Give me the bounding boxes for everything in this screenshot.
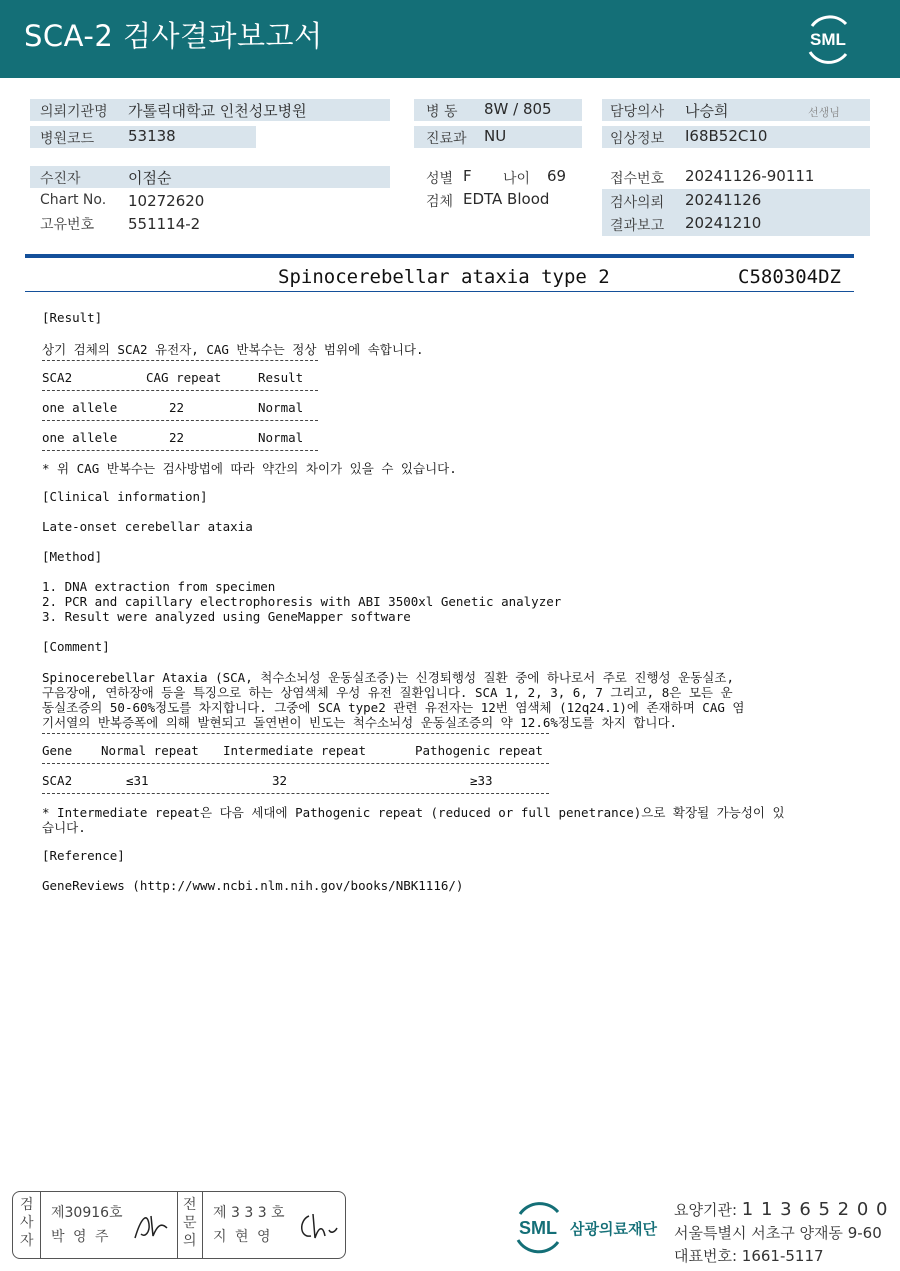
table-row: ≤31 xyxy=(126,773,149,788)
footer-phone: 대표번호: 1661-5117 xyxy=(674,1247,824,1265)
footer-org-name: 삼광의료재단 xyxy=(570,1220,657,1238)
specimen-label: 검체 xyxy=(426,194,454,210)
test-code: C580304DZ xyxy=(738,266,841,288)
table-row: one allele xyxy=(42,400,118,415)
examiner-license: 제30916호 xyxy=(51,1205,123,1221)
specialist-name: 지 현 영 xyxy=(213,1229,273,1245)
receipt-label: 접수번호 xyxy=(610,171,665,187)
sml-logo-icon xyxy=(802,12,854,64)
table-row: 22 xyxy=(169,400,185,415)
clinical-label: 임상정보 xyxy=(610,131,665,147)
chart-label: Chart No. xyxy=(40,192,107,208)
comment-line: 동실조증의 50-60%정도를 차지합니다. 그중에 SCA type2 관련 유전자는 12번 염색체 (12q24.1)에 존재하며 CAG 염 xyxy=(42,700,745,715)
result-note: * 위 CAG 반복수는 검사방법에 따라 약간의 차이가 있을 수 있습니다. xyxy=(42,461,457,476)
svg-text:SML: SML xyxy=(810,30,846,49)
examiner-name: 박 영 주 xyxy=(51,1229,111,1245)
report-header xyxy=(0,0,900,78)
clinical-heading: [Clinical information] xyxy=(42,489,208,504)
reference-heading: [Reference] xyxy=(42,848,125,863)
table-row: one allele xyxy=(42,430,118,445)
result-header-result: Result xyxy=(258,370,304,385)
ward-value: 8W / 805 xyxy=(484,100,552,118)
comment-heading: [Comment] xyxy=(42,639,110,654)
result-header-cag: CAG repeat xyxy=(146,370,222,385)
hospital-code-label: 병원코드 xyxy=(40,131,95,147)
receipt-value: 20241126-90111 xyxy=(685,167,815,185)
table-row: Normal xyxy=(258,400,304,415)
report-date-label: 결과보고 xyxy=(610,218,665,234)
table-row: 32 xyxy=(272,773,288,788)
range-header-pathogenic: Pathogenic repeat xyxy=(415,743,543,758)
report-title: SCA-2 검사결과보고서 xyxy=(24,19,323,53)
method-item: 1. DNA extraction from specimen xyxy=(42,579,276,594)
footer-care-no: 요양기관: 1 1 3 6 5 2 0 0 xyxy=(674,1199,889,1220)
sex-value: F xyxy=(463,167,472,185)
age-label: 나이 xyxy=(503,171,531,187)
report-date-value: 20241210 xyxy=(685,214,762,232)
hospital-code-value: 53138 xyxy=(128,127,176,145)
specialist-license: 제 3 3 3 호 xyxy=(213,1205,285,1221)
dept-label: 진료과 xyxy=(426,131,467,147)
title-rule-bottom xyxy=(25,291,854,292)
comment-line: 구음장애, 연하장애 등을 특징으로 하는 상염색체 우성 유전 질환입니다. SCA 1, 2, 3, 6, 7 그리고, 8은 모든 운 xyxy=(42,685,733,700)
table-row: SCA2 xyxy=(42,773,73,788)
sml-footer-logo-icon xyxy=(510,1198,566,1254)
doctor-suffix: 선생님 xyxy=(808,106,840,119)
hospital-value: 가톨릭대학교 인천성모병원 xyxy=(128,102,307,120)
specialist-label: 전문의 xyxy=(183,1197,197,1249)
range-note-line: 습니다. xyxy=(42,820,86,835)
examiner-signature-icon xyxy=(131,1208,173,1244)
request-value: 20241126 xyxy=(685,191,762,209)
signature-stamp xyxy=(12,1191,346,1259)
svg-text:SML: SML xyxy=(519,1218,557,1238)
unique-value: 551114-2 xyxy=(128,215,201,233)
result-summary: 상기 검체의 SCA2 유전자, CAG 반복수는 정상 범위에 속합니다. xyxy=(42,342,424,357)
range-header-gene: Gene xyxy=(42,743,73,758)
method-heading: [Method] xyxy=(42,549,103,564)
hospital-label: 의뢰기관명 xyxy=(40,104,108,120)
sex-label: 성별 xyxy=(426,171,454,187)
age-value: 69 xyxy=(547,167,567,185)
range-note-line: * Intermediate repeat은 다음 세대에 Pathogenic repeat (reduced or full penetrance)으로 확장될 가능성이 있 xyxy=(42,805,785,820)
specialist-signature-icon xyxy=(295,1208,339,1244)
range-header-intermediate: Intermediate repeat xyxy=(223,743,366,758)
table-row: 22 xyxy=(169,430,185,445)
chart-value: 10272620 xyxy=(128,192,205,210)
patient-label: 수진자 xyxy=(40,171,81,187)
table-row: Normal xyxy=(258,430,304,445)
specimen-value: EDTA Blood xyxy=(463,190,550,208)
request-label: 검사의뢰 xyxy=(610,195,665,211)
comment-line: 기서열의 반복증폭에 의해 발현되고 돌연변이 빈도는 척수소뇌성 운동실조증의 약 12.6%정도를 차지 합니다. xyxy=(42,715,678,730)
footer-address: 서울특별시 서초구 양재동 9-60 xyxy=(674,1224,882,1242)
patient-value: 이점순 xyxy=(128,169,172,187)
examiner-label: 검사자 xyxy=(20,1197,34,1249)
method-item: 2. PCR and capillary electrophoresis with ABI 3500xl Genetic analyzer xyxy=(42,594,562,609)
test-name: Spinocerebellar ataxia type 2 xyxy=(278,266,610,288)
clinical-text: Late-onset cerebellar ataxia xyxy=(42,519,253,534)
table-row: ≥33 xyxy=(470,773,493,788)
doctor-label: 담당의사 xyxy=(610,104,665,120)
reference-text: GeneReviews (http://www.ncbi.nlm.nih.gov/books/NBK1116/) xyxy=(42,878,464,893)
doctor-value: 나승희 xyxy=(685,102,729,120)
unique-label: 고유번호 xyxy=(40,217,95,233)
result-header-gene: SCA2 xyxy=(42,370,73,385)
title-rule-top xyxy=(25,254,854,258)
method-item: 3. Result were analyzed using GeneMapper software xyxy=(42,609,411,624)
clinical-value: I68B52C10 xyxy=(685,127,768,145)
range-header-normal: Normal repeat xyxy=(101,743,199,758)
dept-value: NU xyxy=(484,127,507,145)
comment-line: Spinocerebellar Ataxia (SCA, 척수소뇌성 운동실조증)는 신경퇴행성 질환 중에 하나로서 주로 진행성 운동실조, xyxy=(42,670,734,685)
ward-label: 병 동 xyxy=(426,104,458,120)
result-heading: [Result] xyxy=(42,310,103,325)
